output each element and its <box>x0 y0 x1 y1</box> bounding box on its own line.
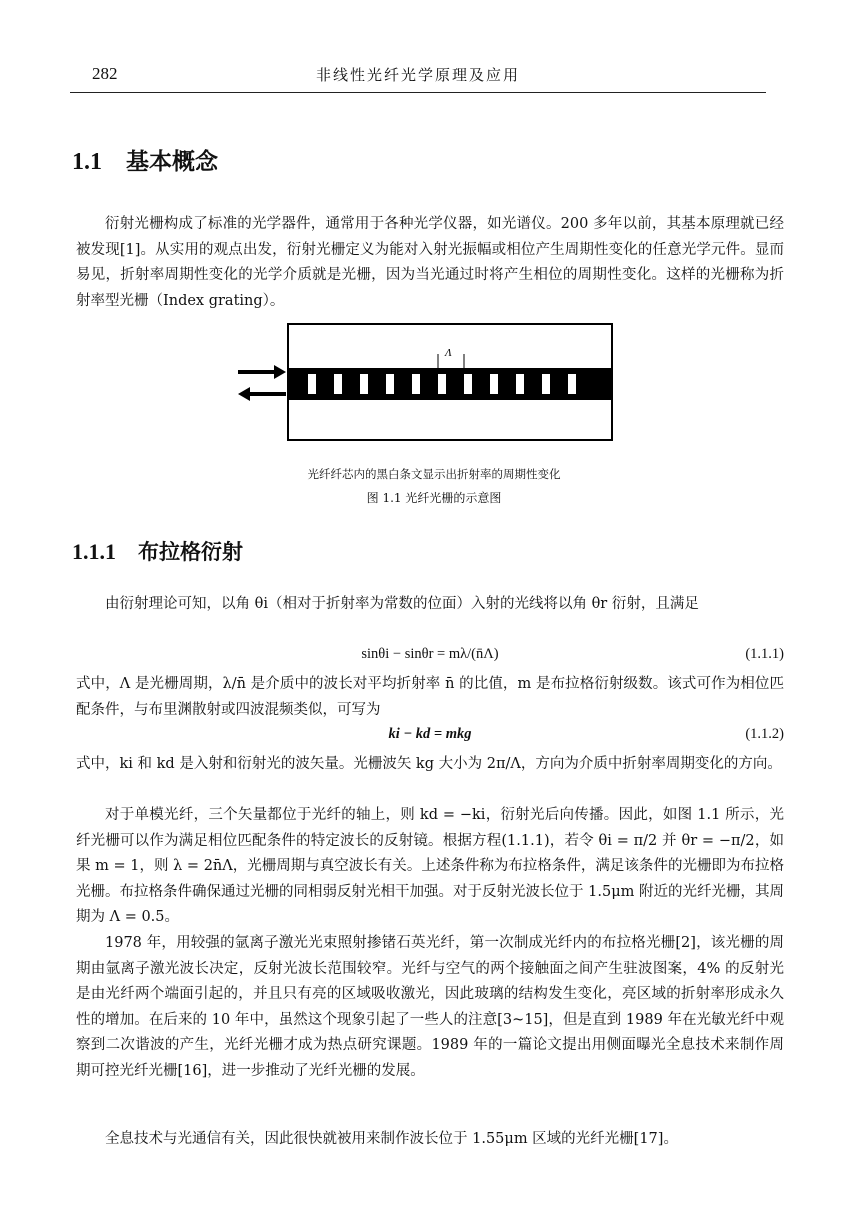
fringe <box>334 374 342 394</box>
paragraph-after-eq1: 式中，Λ 是光栅周期，λ/n̄ 是介质中的波长对平均折射率 n̄ 的比值，m 是布拉格衍射级数。该式可作为相位匹配条件，与布里渊散射或四波混频类似，可写为 <box>76 676 784 718</box>
equation-2-number: (1.1.2) <box>745 726 784 742</box>
fringe <box>360 374 368 394</box>
fringe <box>516 374 524 394</box>
running-title: 非线性光纤光学原理及应用 <box>315 66 520 84</box>
paragraph-history: 1978 年，用较强的氩离子激光光束照射掺锗石英光纤，第一次制成光纤内的布拉格光栅[2]，该光栅的周期由氩离子激光波长决定，反射光波长范围较窄。光纤与空气的两个接触面之间产生驻波图案，4% 的反射光是由光纤两个端面引起的，并且只有亮的区域吸收激光，因此玻璃的结构发生变化，亮区域的折射率形成永久性的增加。在后来的 10 年中，虽然这个现象引起了一些人的注意[3~15]，但是直到 1989 年在光敏光纤中观察到二次谐波的产生，光纤光栅才成为热点研究课题。1989 年的一篇论文提出用侧面曝光全息技术来制作周期可控光纤光栅[16]，进一步推动了光纤光栅的发展。 <box>76 935 784 1079</box>
header-rule <box>70 92 766 93</box>
subsection-heading <box>72 536 243 566</box>
fringe <box>542 374 550 394</box>
period-label: Λ <box>445 347 452 359</box>
intro-paragraph: 衍射光栅构成了标准的光学器件，通常用于各种光学仪器，如光谱仪。200 多年以前，其基本原理就已经被发现[1]。从实用的观点出发，衍射光栅定义为能对入射光振幅或相位产生周期性变化的任意光学元件。显而易见，折射率周期性变化的光学介质就是光栅，因为当光通过时将产生相位的周期性变化。这样的光栅称为折射率型光栅（Index grating）。 <box>76 216 784 309</box>
fringe <box>464 374 472 394</box>
paragraph-diffraction: 由衍射理论可知，以角 θi（相对于折射率为常数的位面）入射的光线将以角 θr 衍射，且满足 <box>105 596 699 612</box>
equation-1-number: (1.1.1) <box>745 646 784 662</box>
fringe <box>438 374 446 394</box>
section-number: 1.1 <box>72 149 102 175</box>
fringe <box>308 374 316 394</box>
figure-caption: 图 1.1 光纤光栅的示意图 <box>366 491 502 505</box>
paragraph-after-eq2: 式中，ki 和 kd 是入射和衍射光的波矢量。光栅波矢 kg 大小为 2π/Λ，方向为介质中折射率周期变化的方向。 <box>76 756 782 772</box>
fringe <box>386 374 394 394</box>
section-title: 基本概念 <box>126 149 218 175</box>
paragraph-holography: 全息技术与光通信有关，因此很快就被用来制作波长位于 1.55μm 区域的光纤光栅[17]。 <box>105 1131 678 1147</box>
fringe <box>568 374 576 394</box>
paragraph-single-mode: 对于单模光纤，三个矢量都位于光纤的轴上，则 kd = −ki，衍射光后向传播。因此，如图 1.1 所示，光纤光栅可以作为满足相位匹配条件的特定波长的反射镜。根据方程(1.1.1)，若令 θi = π/2 并 θr = −π/2，如果 m = 1，则 λ = 2n̄Λ，光栅周期与真空波长有关。上述条件称为布拉格条件，满足该条件的光栅即为布拉格光栅。布拉格条件确保通过光栅的同相弱反射光相干加强。对于反射光波长位于 1.5μm 附近的光纤光栅，其周期为 Λ = 0.5。 <box>76 807 784 925</box>
equation-2-expression: ki − kd = mkg <box>388 726 472 742</box>
page-header <box>70 64 766 94</box>
reflected-arrow-icon <box>238 387 286 401</box>
subsection-title: 布拉格衍射 <box>138 540 243 564</box>
equation-1-expression: sinθi − sinθr = mλ/(n̄Λ) <box>361 646 499 662</box>
subsection-number: 1.1.1 <box>72 539 116 564</box>
fiber-grating-diagram <box>236 322 616 444</box>
page-number: 282 <box>92 64 118 83</box>
fringe <box>412 374 420 394</box>
section-heading <box>72 143 218 176</box>
incident-arrow-icon <box>238 365 286 379</box>
fiber-grating-figure <box>236 322 616 444</box>
fringe <box>490 374 498 394</box>
figure-caption-note: 光纤纤芯内的黑白条文显示出折射率的周期性变化 <box>307 467 561 481</box>
